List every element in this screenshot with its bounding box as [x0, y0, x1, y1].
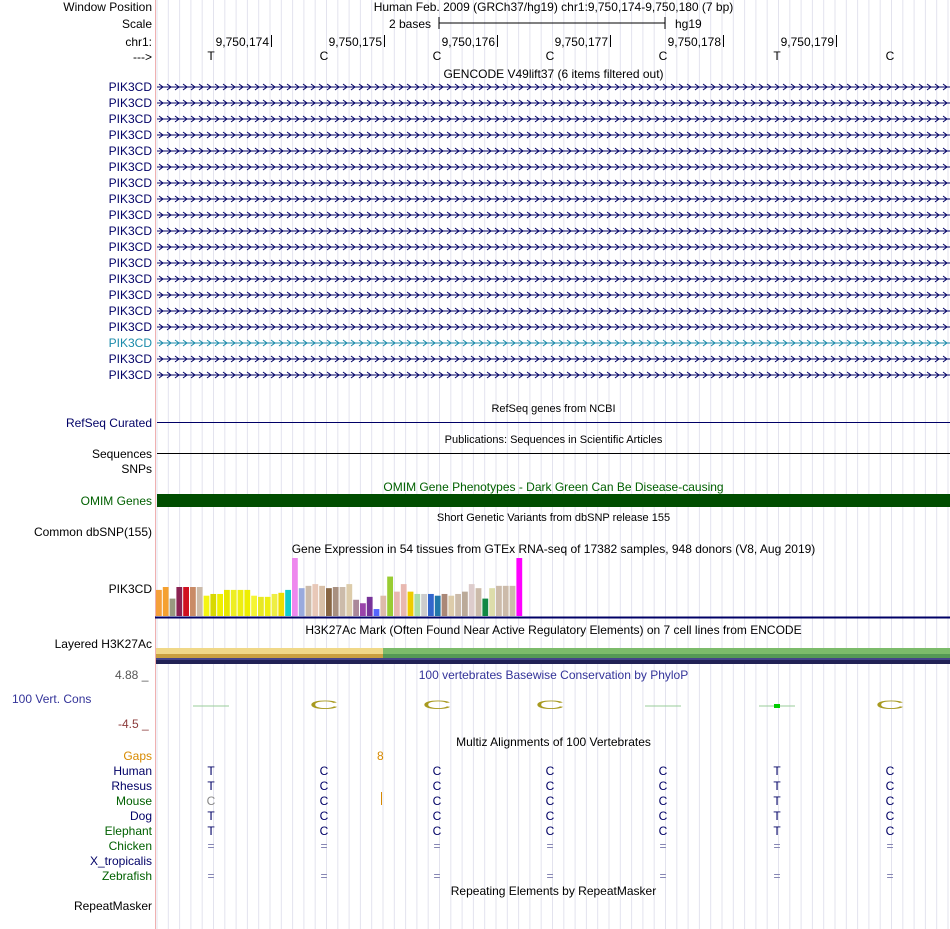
ruler-tick	[836, 35, 837, 47]
gencode-gene-label[interactable]: PIK3CD	[108, 288, 152, 302]
gtex-tissue-bar[interactable]	[190, 587, 196, 616]
alignment-base: C	[545, 764, 555, 778]
gencode-track-title: GENCODE V49lift37 (6 items filtered out)	[443, 67, 664, 81]
phylop-logo[interactable]	[155, 690, 950, 715]
gtex-tissue-bar[interactable]	[183, 587, 189, 616]
gencode-transcript[interactable]	[157, 80, 950, 94]
gtex-tissue-bar[interactable]	[163, 587, 169, 616]
gtex-tissue-bar[interactable]	[285, 590, 291, 616]
reference-base: C	[885, 49, 895, 63]
refseq-gene-line[interactable]	[157, 422, 950, 423]
gtex-tissue-bar[interactable]	[306, 586, 312, 616]
gencode-gene-label[interactable]: PIK3CD	[108, 128, 152, 142]
gaps-value: 8	[377, 749, 384, 763]
ruler-tick	[723, 35, 724, 47]
gencode-transcript[interactable]	[157, 144, 950, 158]
alignment-base: C	[885, 809, 895, 823]
dbsnp-label[interactable]: Common dbSNP(155)	[33, 525, 152, 539]
alignment-base: =	[433, 839, 441, 853]
gencode-transcript[interactable]	[157, 176, 950, 190]
alignment-base: =	[659, 839, 667, 853]
phylop-label[interactable]: 100 Vert. Cons	[12, 692, 92, 706]
gtex-tissue-bar[interactable]	[510, 586, 516, 616]
alignment-base: C	[658, 809, 668, 823]
gtex-tissue-bar[interactable]	[326, 588, 332, 616]
gtex-tissue-bar[interactable]	[414, 594, 420, 616]
gencode-transcript[interactable]	[157, 160, 950, 174]
gencode-gene-label[interactable]: PIK3CD	[108, 176, 152, 190]
gtex-tissue-bar[interactable]	[387, 577, 393, 616]
gtex-label[interactable]: PIK3CD	[108, 582, 152, 596]
species-label[interactable]: Mouse	[115, 794, 152, 808]
gencode-transcript[interactable]	[157, 288, 950, 302]
phylop-track-title: 100 vertebrates Basewise Conservation by PhyloP	[418, 668, 689, 682]
gencode-transcript[interactable]	[157, 208, 950, 222]
reference-base: T	[773, 49, 781, 63]
species-label[interactable]: Rhesus	[111, 779, 152, 793]
window-position-label: Window Position	[63, 0, 152, 14]
alignment-base: T	[207, 809, 215, 823]
species-label[interactable]: X_tropicalis	[89, 854, 152, 868]
conservation-logo-base: C	[875, 698, 905, 712]
gtex-tissue-bar[interactable]	[374, 609, 380, 616]
scale-label: Scale	[121, 17, 152, 31]
alignment-base: T	[773, 794, 781, 808]
gtex-tissue-bar[interactable]	[333, 587, 339, 616]
gencode-transcript[interactable]	[157, 272, 950, 286]
insertion-marker	[381, 792, 382, 805]
ruler-tick	[497, 35, 498, 47]
species-label[interactable]: Chicken	[108, 839, 152, 853]
gtex-tissue-bar[interactable]	[428, 594, 434, 616]
gencode-gene-label[interactable]: PIK3CD	[108, 368, 152, 382]
reference-base: C	[432, 49, 442, 63]
gtex-tissue-bar[interactable]	[272, 594, 278, 616]
alignment-base: C	[545, 794, 555, 808]
gtex-tissue-bar[interactable]	[156, 590, 162, 616]
reference-base: C	[319, 49, 329, 63]
publications-line[interactable]	[157, 453, 950, 454]
gtex-tissue-bar[interactable]	[319, 586, 325, 616]
chrom-label: chr1:	[125, 35, 152, 49]
alignment-base: C	[658, 779, 668, 793]
alignment-base: T	[207, 824, 215, 838]
gaps-label: Gaps	[123, 749, 152, 763]
gtex-tissue-bar[interactable]	[224, 590, 230, 616]
gtex-tissue-bar[interactable]	[448, 596, 454, 616]
alignment-base: C	[432, 809, 442, 823]
conservation-logo-base: C	[422, 698, 452, 712]
gtex-tissue-bar[interactable]	[408, 592, 414, 616]
alignment-base: C	[206, 794, 216, 808]
gtex-tissue-bar[interactable]	[210, 594, 216, 616]
gtex-bar-chart[interactable]	[155, 557, 950, 619]
species-label[interactable]: Dog	[129, 809, 152, 823]
gtex-tissue-bar[interactable]	[469, 584, 475, 616]
gtex-tissue-bar[interactable]	[299, 588, 305, 616]
alignment-base: T	[773, 809, 781, 823]
db-text: hg19	[675, 17, 702, 31]
reference-base: T	[207, 49, 215, 63]
species-label[interactable]: Human	[113, 764, 152, 778]
gtex-tissue-bar[interactable]	[394, 592, 400, 616]
gencode-gene-label[interactable]: PIK3CD	[108, 240, 152, 254]
gencode-transcript[interactable]	[157, 352, 950, 366]
gtex-tissue-bar[interactable]	[340, 587, 346, 616]
gencode-gene-label[interactable]: PIK3CD	[108, 304, 152, 318]
h3k27ac-signal[interactable]	[155, 648, 950, 666]
gtex-tissue-bar[interactable]	[244, 590, 250, 616]
gencode-gene-label[interactable]: PIK3CD	[108, 144, 152, 158]
alignment-base: =	[773, 839, 781, 853]
gencode-transcript[interactable]	[157, 192, 950, 206]
species-label[interactable]: Zebrafish	[101, 869, 152, 883]
gtex-tissue-bar[interactable]	[217, 594, 223, 616]
gtex-tissue-bar[interactable]	[251, 596, 257, 616]
alignment-base: C	[432, 779, 442, 793]
h3k27ac-track-title: H3K27Ac Mark (Often Found Near Active Regulatory Elements) on 7 cell lines from ENCODE	[305, 623, 802, 637]
dbsnp-track-title: Short Genetic Variants from dbSNP release 155	[436, 512, 671, 524]
alignment-base: C	[432, 794, 442, 808]
alignment-base: C	[658, 764, 668, 778]
alignment-base: =	[546, 839, 554, 853]
refseq-label[interactable]: RefSeq Curated	[65, 416, 152, 430]
gtex-tissue-bar[interactable]	[496, 586, 502, 616]
phylop-max-label: 4.88 _	[115, 668, 149, 682]
gtex-tissue-bar[interactable]	[170, 599, 176, 616]
gencode-transcript[interactable]	[157, 368, 950, 382]
alignment-base: C	[885, 824, 895, 838]
ruler-tick	[271, 35, 272, 47]
alignment-base: T	[773, 764, 781, 778]
gtex-tissue-bar[interactable]	[489, 588, 495, 616]
alignment-base: T	[773, 824, 781, 838]
ruler-tick	[384, 35, 385, 47]
alignment-base: C	[432, 764, 442, 778]
gtex-tissue-bar[interactable]	[421, 594, 427, 616]
gtex-tissue-bar[interactable]	[462, 592, 468, 616]
gencode-transcript[interactable]	[157, 96, 950, 110]
gencode-transcript[interactable]	[157, 336, 950, 350]
gencode-transcript[interactable]	[157, 256, 950, 270]
ruler-tick	[610, 35, 611, 47]
ruler-position: 9,750,177	[554, 35, 608, 49]
gencode-gene-label[interactable]: PIK3CD	[108, 272, 152, 286]
strand-label: --->	[133, 50, 152, 64]
conservation-logo-base: C	[309, 698, 339, 712]
gencode-gene-label[interactable]: PIK3CD	[108, 208, 152, 222]
gtex-tissue-bar[interactable]	[265, 597, 271, 616]
gencode-transcript[interactable]	[157, 112, 950, 126]
gencode-gene-label[interactable]: PIK3CD	[108, 96, 152, 110]
gtex-tissue-bar[interactable]	[442, 594, 448, 616]
alignment-base: T	[207, 764, 215, 778]
ruler-position: 9,750,176	[441, 35, 495, 49]
alignment-base: =	[886, 839, 894, 853]
snps-label[interactable]: SNPs	[121, 462, 152, 476]
alignment-base: C	[885, 764, 895, 778]
scale-bar	[436, 16, 672, 32]
species-label[interactable]: Elephant	[104, 824, 152, 838]
gtex-track-title: Gene Expression in 54 tissues from GTEx RNA-seq of 17382 samples, 948 donors (V8, Aug 2019)	[291, 542, 816, 556]
alignment-base: C	[432, 824, 442, 838]
repeatmasker-track-title: Repeating Elements by RepeatMasker	[450, 884, 657, 898]
gencode-gene-label[interactable]: PIK3CD	[108, 336, 152, 350]
alignment-base: C	[319, 764, 329, 778]
scale-text: 2 bases	[389, 17, 432, 31]
gtex-tissue-bar[interactable]	[482, 599, 488, 616]
sequences-label[interactable]: Sequences	[91, 447, 152, 461]
alignment-base: =	[207, 869, 215, 883]
gtex-tissue-bar[interactable]	[353, 600, 359, 616]
repeatmasker-label[interactable]: RepeatMasker	[73, 899, 152, 913]
gtex-tissue-bar[interactable]	[238, 590, 244, 616]
gencode-transcript[interactable]	[157, 304, 950, 318]
gencode-gene-label[interactable]: PIK3CD	[108, 112, 152, 126]
gencode-transcript[interactable]	[157, 224, 950, 238]
omim-gene-bar[interactable]	[157, 494, 950, 507]
gencode-gene-label[interactable]: PIK3CD	[108, 352, 152, 366]
alignment-base: C	[658, 794, 668, 808]
gtex-tissue-bar[interactable]	[204, 596, 210, 616]
gtex-tissue-bar[interactable]	[435, 596, 441, 616]
alignment-base: C	[319, 809, 329, 823]
ruler-position: 9,750,179	[780, 35, 834, 49]
gtex-tissue-bar[interactable]	[278, 593, 284, 616]
multiz-track-title: Multiz Alignments of 100 Vertebrates	[456, 735, 651, 749]
alignment-base: =	[433, 869, 441, 883]
gtex-tissue-bar[interactable]	[360, 603, 366, 616]
alignment-base: C	[319, 794, 329, 808]
assembly-position-text: Human Feb. 2009 (GRCh37/hg19) chr1:9,750,174-9,750,180 (7 bp)	[373, 0, 734, 14]
refseq-track-title: RefSeq genes from NCBI	[491, 403, 616, 415]
alignment-base: T	[773, 779, 781, 793]
ruler-position: 9,750,178	[667, 35, 721, 49]
gencode-gene-label[interactable]: PIK3CD	[108, 256, 152, 270]
gtex-tissue-bar[interactable]	[401, 584, 407, 616]
alignment-base: C	[545, 779, 555, 793]
alignment-base: C	[658, 824, 668, 838]
gencode-gene-label[interactable]: PIK3CD	[108, 80, 152, 94]
gtex-tissue-bar[interactable]	[476, 588, 482, 616]
alignment-base: C	[885, 779, 895, 793]
alignment-base: C	[319, 779, 329, 793]
gtex-tissue-bar[interactable]	[346, 584, 352, 616]
alignment-base: C	[545, 824, 555, 838]
gtex-tissue-bar[interactable]	[231, 590, 237, 616]
omim-track-title: OMIM Gene Phenotypes - Dark Green Can Be Disease-causing	[383, 480, 724, 494]
alignment-base: T	[207, 779, 215, 793]
publications-track-title: Publications: Sequences in Scientific Articles	[444, 434, 663, 446]
ruler-position: 9,750,174	[215, 35, 269, 49]
gtex-tissue-bar[interactable]	[258, 597, 264, 616]
h3k27ac-label[interactable]: Layered H3K27Ac	[54, 637, 152, 651]
gtex-tissue-bar[interactable]	[292, 558, 298, 616]
reference-base: C	[658, 49, 668, 63]
alignment-base: C	[885, 794, 895, 808]
alignment-base: =	[546, 869, 554, 883]
alignment-base: =	[886, 869, 894, 883]
conservation-logo-base: C	[535, 698, 565, 712]
gtex-tissue-bar[interactable]	[380, 596, 386, 616]
alignment-base: C	[319, 824, 329, 838]
gtex-tissue-bar[interactable]	[176, 587, 182, 616]
phylop-min-label: -4.5 _	[118, 717, 149, 731]
gencode-gene-label[interactable]: PIK3CD	[108, 224, 152, 238]
alignment-base: =	[659, 869, 667, 883]
gencode-transcript[interactable]	[157, 320, 950, 334]
alignment-base: C	[545, 809, 555, 823]
gencode-gene-label[interactable]: PIK3CD	[108, 320, 152, 334]
gtex-tissue-bar[interactable]	[367, 597, 373, 616]
alignment-base: =	[773, 869, 781, 883]
gencode-gene-label[interactable]: PIK3CD	[108, 160, 152, 174]
omim-label[interactable]: OMIM Genes	[80, 494, 152, 508]
alignment-base: =	[320, 869, 328, 883]
gtex-tissue-bar[interactable]	[312, 584, 318, 616]
gtex-tissue-bar[interactable]	[455, 594, 461, 616]
reference-base: C	[545, 49, 555, 63]
gencode-transcript[interactable]	[157, 128, 950, 142]
alignment-base: =	[320, 839, 328, 853]
gtex-tissue-bar[interactable]	[197, 587, 203, 616]
alignment-base: =	[207, 839, 215, 853]
gencode-transcript[interactable]	[157, 240, 950, 254]
ruler-position: 9,750,175	[328, 35, 382, 49]
gtex-tissue-bar[interactable]	[516, 558, 522, 616]
gencode-gene-label[interactable]: PIK3CD	[108, 192, 152, 206]
gtex-tissue-bar[interactable]	[503, 586, 509, 616]
